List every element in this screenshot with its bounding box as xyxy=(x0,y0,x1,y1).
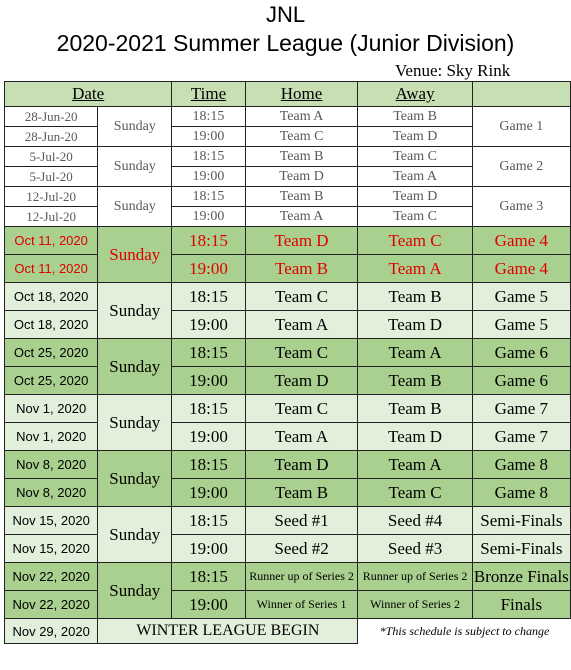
home-cell: Team B xyxy=(245,187,358,207)
date-cell: 5-Jul-20 xyxy=(5,167,98,187)
day-cell: Sunday xyxy=(98,395,172,451)
away-cell: Seed #3 xyxy=(358,535,472,563)
away-cell: Team A xyxy=(358,255,472,283)
time-cell: 19:00 xyxy=(172,127,245,147)
time-cell: 18:15 xyxy=(172,339,245,367)
date-cell: Nov 15, 2020 xyxy=(5,507,98,535)
day-cell: Sunday xyxy=(98,339,172,395)
game-cell: Finals xyxy=(472,591,570,619)
date-cell: Oct 18, 2020 xyxy=(5,283,98,311)
home-cell: Team A xyxy=(245,207,358,227)
table-row xyxy=(5,367,571,395)
home-cell: Team C xyxy=(245,395,358,423)
date-cell: Oct 25, 2020 xyxy=(5,367,98,395)
schedule-body xyxy=(5,82,571,644)
away-cell: Team D xyxy=(358,127,472,147)
table-row xyxy=(5,507,571,535)
time-cell: 19:00 xyxy=(172,423,245,451)
home-cell: Seed #1 xyxy=(245,507,358,535)
away-cell: Team C xyxy=(358,207,472,227)
date-cell: Nov 15, 2020 xyxy=(5,535,98,563)
game-cell: Game 6 xyxy=(472,367,570,395)
league-title: 2020-2021 Summer League (Junior Division) xyxy=(56,30,515,56)
date-cell: Oct 11, 2020 xyxy=(5,255,98,283)
table-row xyxy=(5,535,571,563)
away-cell: Seed #4 xyxy=(358,507,472,535)
col-header-date: Date xyxy=(5,82,172,107)
time-cell: 19:00 xyxy=(172,167,245,187)
day-cell: Sunday xyxy=(98,563,172,619)
day-cell: Sunday xyxy=(98,283,172,339)
col-header-time: Time xyxy=(172,82,245,107)
home-cell: Team D xyxy=(245,451,358,479)
day-cell: Sunday xyxy=(98,227,172,283)
home-cell: Team C xyxy=(245,339,358,367)
table-row xyxy=(5,479,571,507)
date-cell: 28-Jun-20 xyxy=(5,127,98,147)
home-cell: Team A xyxy=(245,423,358,451)
time-cell: 19:00 xyxy=(172,255,245,283)
table-row xyxy=(5,339,571,367)
time-cell: 19:00 xyxy=(172,535,245,563)
away-cell: Winner of Series 2 xyxy=(358,591,472,619)
table-row xyxy=(5,255,571,283)
date-cell: 12-Jul-20 xyxy=(5,187,98,207)
home-cell: Team D xyxy=(245,367,358,395)
date-cell: Oct 25, 2020 xyxy=(5,339,98,367)
away-cell: Team D xyxy=(358,187,472,207)
table-row xyxy=(5,283,571,311)
table-row xyxy=(5,107,571,127)
game-cell: Game 8 xyxy=(472,479,570,507)
game-cell: Game 1 xyxy=(472,107,570,147)
home-cell: Team A xyxy=(245,107,358,127)
col-header-away: Away xyxy=(358,82,472,107)
game-cell: Game 5 xyxy=(472,283,570,311)
org-title: JNL xyxy=(265,2,306,27)
time-cell: 18:15 xyxy=(172,107,245,127)
day-cell: Sunday xyxy=(98,147,172,187)
time-cell: 19:00 xyxy=(172,311,245,339)
table-row xyxy=(5,227,571,255)
game-cell: Game 2 xyxy=(472,147,570,187)
home-cell: Team C xyxy=(245,283,358,311)
home-cell: Team B xyxy=(245,479,358,507)
away-cell: Team A xyxy=(358,451,472,479)
time-cell: 19:00 xyxy=(172,367,245,395)
time-cell: 19:00 xyxy=(172,207,245,227)
table-row xyxy=(5,311,571,339)
date-cell: Nov 1, 2020 xyxy=(5,395,98,423)
time-cell: 18:15 xyxy=(172,451,245,479)
away-cell: Team D xyxy=(358,423,472,451)
game-cell: Game 3 xyxy=(472,187,570,227)
game-cell: Game 6 xyxy=(472,339,570,367)
schedule-table xyxy=(4,81,571,644)
game-cell: Game 7 xyxy=(472,395,570,423)
header-row xyxy=(5,82,571,107)
away-cell: Team B xyxy=(358,283,472,311)
col-header-game xyxy=(472,82,570,107)
date-cell: 12-Jul-20 xyxy=(5,207,98,227)
game-cell: Semi-Finals xyxy=(472,535,570,563)
game-cell: Bronze Finals xyxy=(472,563,570,591)
date-cell: 5-Jul-20 xyxy=(5,147,98,167)
away-cell: Team C xyxy=(358,227,472,255)
home-cell: Team D xyxy=(245,227,358,255)
date-cell: 28-Jun-20 xyxy=(5,107,98,127)
away-cell: Team C xyxy=(358,479,472,507)
table-row xyxy=(5,563,571,591)
away-cell: Team B xyxy=(358,395,472,423)
away-cell: Team A xyxy=(358,167,472,187)
home-cell: Team B xyxy=(245,147,358,167)
game-cell: Semi-Finals xyxy=(472,507,570,535)
schedule-note: *This schedule is subject to change xyxy=(358,619,571,644)
time-cell: 18:15 xyxy=(172,395,245,423)
table-row xyxy=(5,187,571,207)
table-row xyxy=(5,147,571,167)
date-cell: Oct 18, 2020 xyxy=(5,311,98,339)
final-row xyxy=(5,619,571,644)
day-cell: Sunday xyxy=(98,507,172,563)
game-cell: Game 8 xyxy=(472,451,570,479)
home-cell: Runner up of Series 2 xyxy=(245,563,358,591)
date-cell: Nov 22, 2020 xyxy=(5,563,98,591)
col-header-home: Home xyxy=(245,82,358,107)
table-row xyxy=(5,591,571,619)
away-cell: Team D xyxy=(358,311,472,339)
home-cell: Team A xyxy=(245,311,358,339)
game-cell: Game 7 xyxy=(472,423,570,451)
table-row xyxy=(5,451,571,479)
time-cell: 18:15 xyxy=(172,187,245,207)
event-cell: WINTER LEAGUE BEGIN xyxy=(98,619,358,644)
time-cell: 18:15 xyxy=(172,507,245,535)
time-cell: 19:00 xyxy=(172,479,245,507)
date-cell: Nov 8, 2020 xyxy=(5,479,98,507)
date-cell: Oct 11, 2020 xyxy=(5,227,98,255)
table-row xyxy=(5,395,571,423)
day-cell: Sunday xyxy=(98,107,172,147)
time-cell: 18:15 xyxy=(172,563,245,591)
away-cell: Team B xyxy=(358,367,472,395)
away-cell: Team C xyxy=(358,147,472,167)
game-cell: Game 4 xyxy=(472,227,570,255)
away-cell: Team B xyxy=(358,107,472,127)
date-cell: Nov 29, 2020 xyxy=(5,619,98,644)
time-cell: 19:00 xyxy=(172,591,245,619)
day-cell: Sunday xyxy=(98,187,172,227)
date-cell: Nov 1, 2020 xyxy=(5,423,98,451)
home-cell: Winner of Series 1 xyxy=(245,591,358,619)
venue-label: Venue: Sky Rink xyxy=(395,61,511,80)
table-row xyxy=(5,423,571,451)
day-cell: Sunday xyxy=(98,451,172,507)
home-cell: Seed #2 xyxy=(245,535,358,563)
date-cell: Nov 8, 2020 xyxy=(5,451,98,479)
home-cell: Team C xyxy=(245,127,358,147)
time-cell: 18:15 xyxy=(172,147,245,167)
time-cell: 18:15 xyxy=(172,283,245,311)
home-cell: Team D xyxy=(245,167,358,187)
time-cell: 18:15 xyxy=(172,227,245,255)
away-cell: Team A xyxy=(358,339,472,367)
home-cell: Team B xyxy=(245,255,358,283)
game-cell: Game 4 xyxy=(472,255,570,283)
date-cell: Nov 22, 2020 xyxy=(5,591,98,619)
game-cell: Game 5 xyxy=(472,311,570,339)
away-cell: Runner up of Series 2 xyxy=(358,563,472,591)
